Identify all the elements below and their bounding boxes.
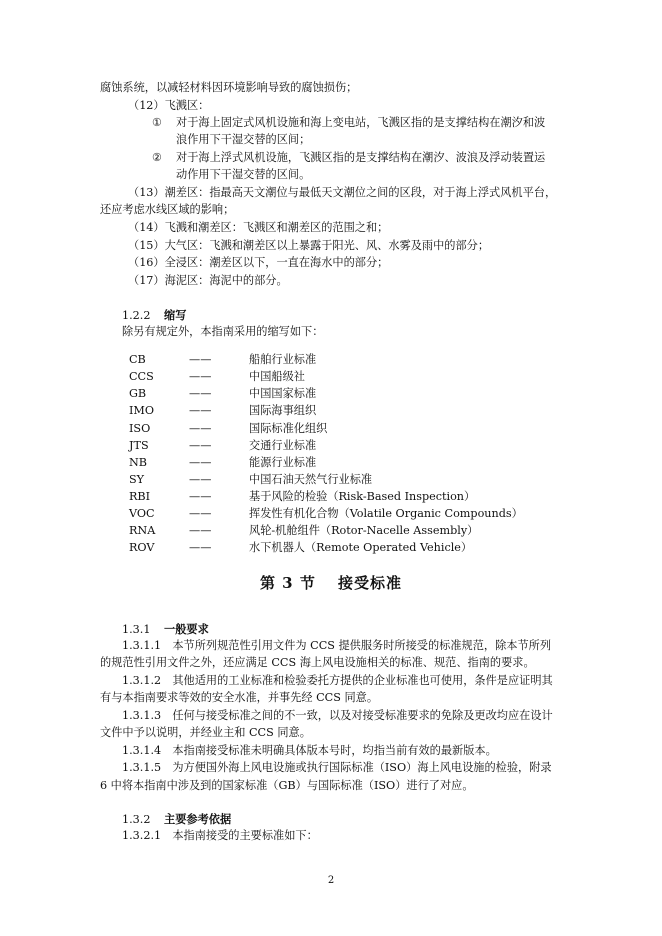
abbr-code: NB	[129, 456, 148, 469]
abbr-dash: ——	[189, 524, 212, 537]
abbr-desc: 船舶行业标准	[249, 353, 317, 366]
text-line: 的规范性引用文件之外，还应满足 CCS 海上风电设施相关的标准、规范、指南的要求。	[100, 656, 535, 669]
abbr-desc: 基于风险的检验（Risk-Based Inspection）	[249, 490, 476, 503]
text-line: 腐蚀系统，以减轻材料因环境影响导致的腐蚀损伤；	[100, 81, 358, 94]
abbr-code: RNA	[129, 524, 156, 537]
subsection-title: 主要参考依据	[164, 812, 232, 826]
list-item-13: （13）潮差区：指最高天文潮位与最低天文潮位之间的区段，对于海上浮式风机平台，	[128, 186, 557, 199]
abbr-desc: 水下机器人（Remote Operated Vehicle）	[249, 541, 473, 554]
abbr-code: GB	[129, 387, 147, 400]
list-item-16: （16）全浸区：潮差区以下，一直在海水中的部分；	[128, 256, 389, 269]
subsection-number: 1.2.2	[122, 309, 151, 322]
abbr-code: ISO	[129, 422, 151, 435]
abbr-code: CB	[129, 353, 146, 366]
abbr-desc: 中国国家标准	[249, 387, 317, 400]
clause-1-3-1-5: 1.3.1.5 为方便国外海上风电设施或执行国际标准（ISO）海上风电设施的检验，附录	[122, 761, 552, 774]
text-line: 浪作用下干湿交替的区间；	[176, 133, 311, 146]
clause-1-3-2-1: 1.3.2.1 本指南接受的主要标准如下：	[122, 829, 318, 842]
abbr-desc: 能源行业标准	[249, 456, 317, 469]
abbr-dash: ——	[189, 490, 212, 503]
item-marker-2: ②	[152, 151, 163, 164]
clause-1-3-1-1: 1.3.1.1 本节所列规范性引用文件为 CCS 提供服务时所接受的标准规范，除本节所列	[122, 639, 552, 652]
clause-1-3-1-3: 1.3.1.3 任何与接受标准之间的不一致，以及对接受标准要求的免除及更改均应在设计	[122, 709, 553, 722]
abbr-dash: ——	[189, 439, 212, 452]
text-line: 对于海上浮式风机设施，飞溅区指的是支撑结构在潮汐、波浪及浮动装置运	[176, 151, 546, 164]
section-heading: 第 3 节 接受标准	[259, 574, 403, 592]
abbr-desc: 交通行业标准	[249, 439, 317, 452]
abbr-desc: 中国船级社	[249, 370, 305, 383]
text-line: 文件中予以说明，并经业主和 CCS 同意。	[100, 726, 311, 739]
text-line: 动作用下干湿交替的区间。	[176, 168, 311, 181]
text-line: 有与本指南要求等效的安全水准，并事先经 CCS 同意。	[100, 691, 379, 704]
abbr-code: JTS	[129, 439, 149, 452]
abbr-desc: 国际海事组织	[249, 404, 317, 417]
abbr-dash: ——	[189, 370, 212, 383]
abbr-dash: ——	[189, 353, 212, 366]
abbr-code: SY	[129, 473, 145, 486]
abbr-code: CCS	[129, 370, 154, 383]
text-line: 对于海上固定式风机设施和海上变电站，飞溅区指的是支撑结构在潮汐和波	[176, 116, 546, 129]
list-item-15: （15）大气区：飞溅和潮差区以上暴露于阳光、风、水雾及雨中的部分；	[128, 239, 490, 252]
abbr-dash: ——	[189, 507, 212, 520]
abbr-code: IMO	[129, 404, 155, 417]
abbr-dash: ——	[189, 422, 212, 435]
list-item-12: （12）飞溅区：	[128, 99, 210, 112]
abbr-desc: 中国石油天然气行业标准	[249, 473, 373, 486]
text-line: 除另有规定外，本指南采用的缩写如下：	[122, 325, 324, 338]
item-marker-1: ①	[152, 116, 163, 129]
text-line: 6 中将本指南中涉及到的国家标准（GB）与国际标准（ISO）进行了对应。	[100, 779, 474, 792]
list-item-14: （14）飞溅和潮差区：飞溅区和潮差区的范围之和；	[128, 221, 389, 234]
abbr-dash: ——	[189, 473, 212, 486]
list-item-17: （17）海泥区：海泥中的部分。	[128, 274, 288, 287]
subsection-title: 缩写	[164, 308, 187, 322]
subsection-number: 1.3.2	[122, 813, 151, 826]
abbr-dash: ——	[189, 456, 212, 469]
abbr-desc: 国际标准化组织	[249, 422, 328, 435]
text-line: 还应考虑水线区域的影响；	[100, 203, 235, 216]
abbr-dash: ——	[189, 541, 212, 554]
abbr-desc: 挥发性有机化合物（Volatile Organic Compounds）	[249, 507, 523, 520]
abbr-code: ROV	[129, 541, 155, 554]
abbr-desc: 风轮-机舱组件（Rotor-Nacelle Assembly）	[249, 524, 479, 537]
abbr-code: VOC	[129, 507, 155, 520]
abbr-code: RBI	[129, 490, 151, 503]
abbr-dash: ——	[189, 404, 212, 417]
subsection-number: 1.3.1	[122, 623, 151, 636]
subsection-title: 一般要求	[164, 622, 209, 636]
clause-1-3-1-2: 1.3.1.2 其他适用的工业标准和检验委托方提供的企业标准也可使用，条件是应证明其	[122, 674, 553, 687]
clause-1-3-1-4: 1.3.1.4 本指南接受标准未明确具体版本号时，均指当前有效的最新版本。	[122, 744, 497, 757]
abbr-dash: ——	[189, 387, 212, 400]
page-number: 2	[327, 875, 335, 886]
